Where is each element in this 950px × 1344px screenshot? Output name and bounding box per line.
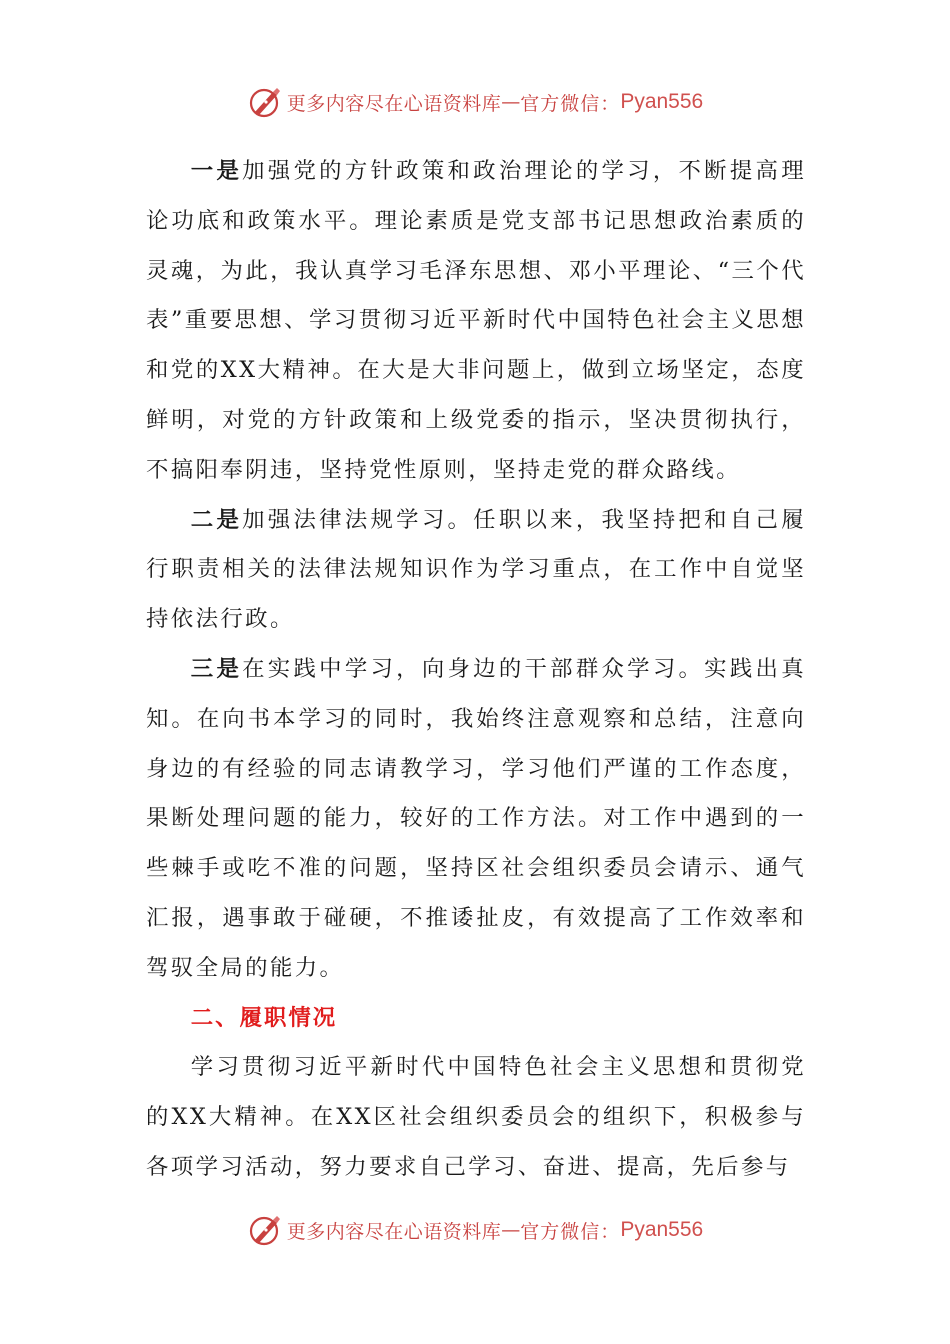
watermark-separator: — bbox=[501, 1219, 521, 1241]
watermark-banner-bottom bbox=[0, 1208, 950, 1252]
watermark-label: 官方微信： bbox=[520, 92, 621, 115]
watermark-separator: — bbox=[501, 91, 521, 113]
paragraph-1 bbox=[146, 147, 806, 496]
watermark-banner-top bbox=[0, 80, 950, 124]
paragraph-text: 在实践中学习，向身边的干部群众学习。实践出真知。在向书本学习的同时，我始终注意观察和总结，注意向身边的有经验的同志请教学习，学习他们严谨的工作态度，果断处理问题的能力，较好的工作方法。对工作中遇到的一些棘手或吃不准的问题，坚持区社会组织委员会请示、通气汇报，遇事敢于碰硬，不推诿扯皮，有效提高了工作效率和驾驭全局的能力。 bbox=[146, 655, 806, 981]
paragraph-lead: 三是 bbox=[190, 655, 243, 682]
watermark-text: 更多内容尽在心语资料库 bbox=[286, 92, 502, 115]
watermark-text: 更多内容尽在心语资料库 bbox=[286, 1220, 502, 1243]
document-body bbox=[146, 147, 806, 1193]
watermark-id: Pyan556 bbox=[620, 1218, 704, 1241]
watermark-label: 官方微信： bbox=[520, 1220, 621, 1243]
pen-logo-icon bbox=[247, 84, 283, 120]
paragraph-lead: 一是 bbox=[190, 158, 243, 184]
section-paragraph: 学习贯彻习近平新时代中国特色社会主义思想和贯彻党的XX大精神。在XX区社会组织委员会的组织下，积极参与各项学习活动，努力要求自己学习、奋进、提高，先后参与 bbox=[146, 1054, 806, 1180]
paragraph-2 bbox=[146, 496, 806, 645]
paragraph-text: 加强法律法规学习。任职以来，我坚持把和自己履行职责相关的法律法规知识作为学习重点，在工作中自觉坚持依法行政。 bbox=[146, 506, 806, 633]
pen-logo-icon bbox=[247, 1212, 283, 1248]
paragraph-lead: 二是 bbox=[190, 506, 243, 533]
section-heading: 二、履职情况 bbox=[190, 1004, 338, 1031]
watermark-id: Pyan556 bbox=[620, 90, 704, 113]
paragraph-text: 加强党的方针政策和政治理论的学习，不断提高理论功底和政策水平。理论素质是党支部书记思想政治素质的灵魂，为此，我认真学习毛泽东思想、邓小平理论、“三个代表”重要思想、学习贯彻习近平新时代中国特色社会主义思想和党的XX大精神。在大是大非问题上，做到立场坚定，态度鲜明，对党的方针政策和上级党委的指示，坚决贯彻执行，不搞阳奉阴违，坚持党性原则，坚持走党的群众路线。 bbox=[146, 158, 806, 483]
paragraph-3 bbox=[146, 645, 806, 994]
